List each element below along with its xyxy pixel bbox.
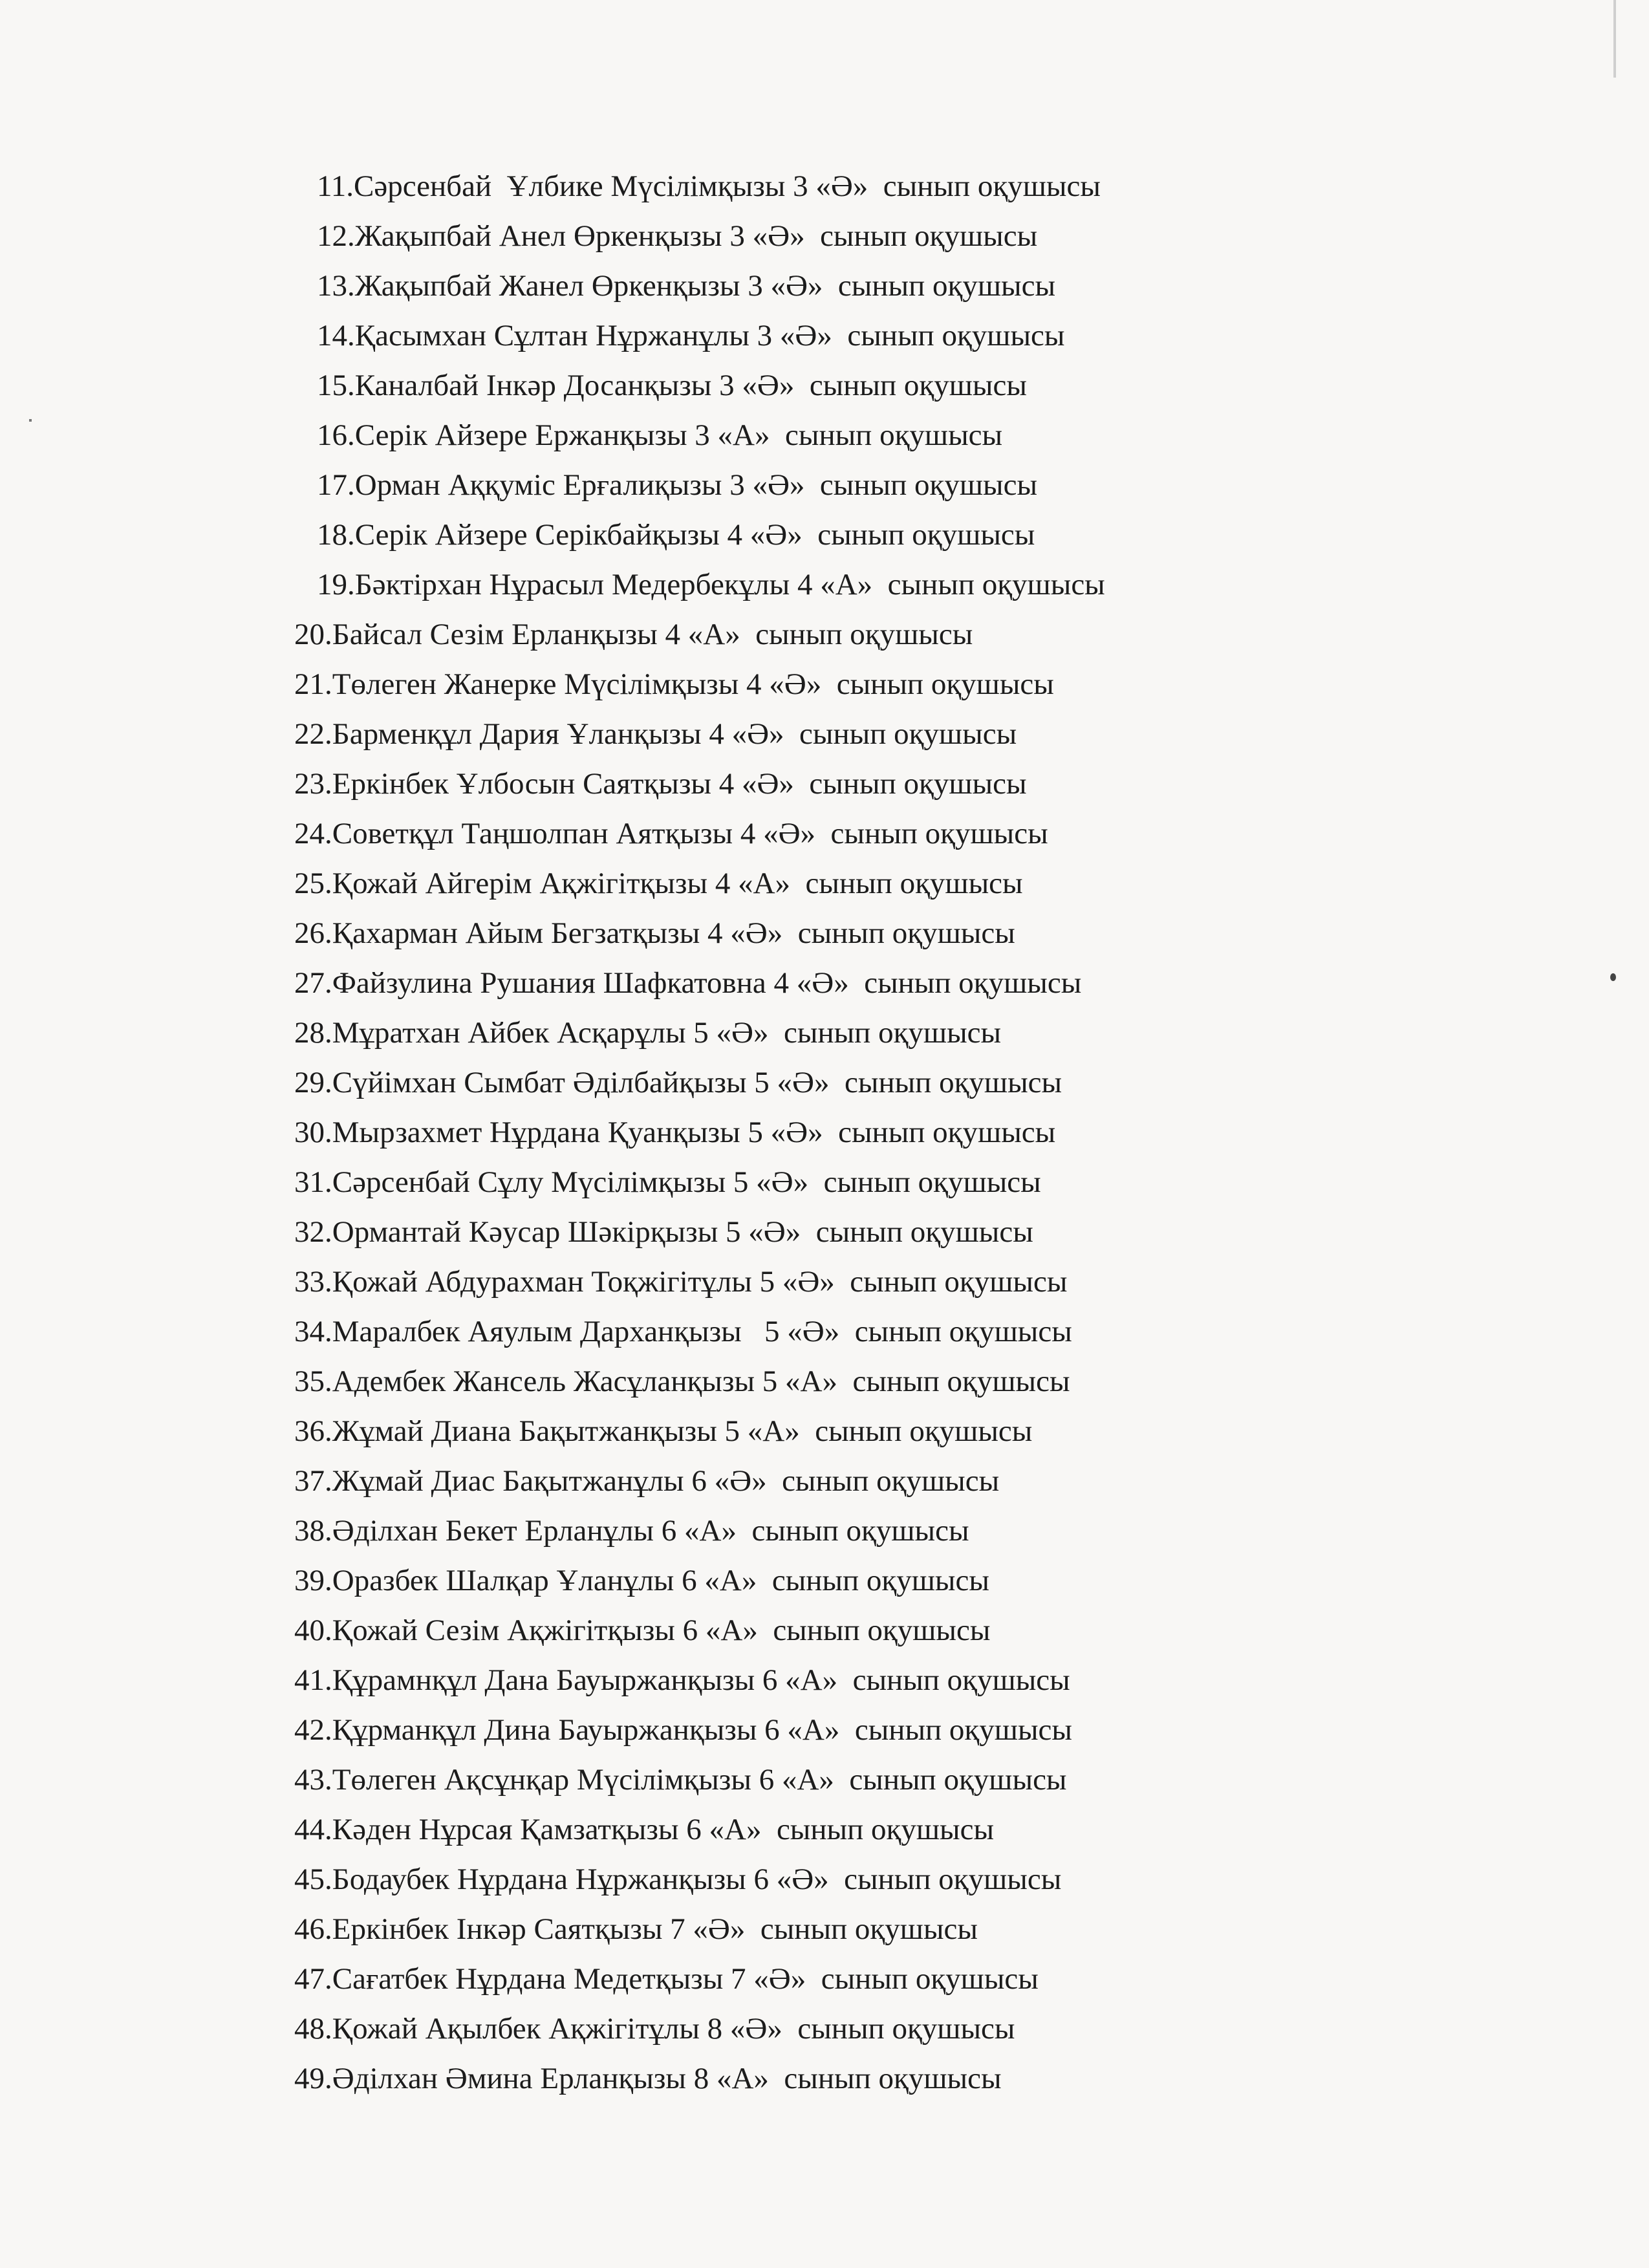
item-number: 24. — [294, 817, 332, 850]
list-item — [0, 1357, 1649, 1407]
item-number: 30. — [294, 1116, 332, 1149]
list-item — [0, 1456, 1649, 1506]
student-entry-text: Қожай Сезім Ақжігітқызы 6 «А» сынып оқушысы — [332, 1614, 991, 1647]
list-item — [0, 261, 1649, 311]
list-item — [0, 2054, 1649, 2104]
list-item — [0, 809, 1649, 859]
student-entry-text: Жұмай Диас Бақытжанұлы 6 «Ә» сынып оқушысы — [332, 1464, 1000, 1498]
list-item — [0, 162, 1649, 211]
student-entry-text: Еркінбек Ұлбосын Саятқызы 4 «Ә» сынып оқушысы — [332, 767, 1027, 801]
item-number: 46. — [294, 1912, 332, 1946]
student-entry-text: Қожай Ақылбек Ақжігітұлы 8 «Ә» сынып оқушысы — [332, 2012, 1015, 2046]
item-number: 45. — [294, 1863, 332, 1896]
item-number: 49. — [294, 2062, 332, 2095]
item-number: 26. — [294, 916, 332, 950]
item-number: 36. — [294, 1414, 332, 1448]
list-item — [0, 1556, 1649, 1606]
list-item — [0, 411, 1649, 460]
page-edge-mark — [1613, 0, 1616, 78]
list-item — [0, 1257, 1649, 1307]
student-entry-text: Жұмай Диана Бақытжанқызы 5 «А» сынып оқушысы — [332, 1414, 1033, 1448]
student-entry-text: Адембек Жансель Жасұланқызы 5 «А» сынып оқушысы — [332, 1365, 1070, 1398]
item-number: 28. — [294, 1016, 332, 1050]
student-list — [0, 162, 1649, 2104]
student-entry-text: Қожай Айгерім Ақжігітқызы 4 «А» сынып оқушысы — [332, 867, 1023, 900]
student-entry-text: Сәрсенбай Сұлу Мүсілімқызы 5 «Ә» сынып оқушысы — [332, 1165, 1041, 1199]
student-entry-text: Бәктірхан Нұрасыл Медербекұлы 4 «А» сынып оқушысы — [354, 568, 1105, 601]
list-item — [0, 759, 1649, 809]
item-number: 16. — [317, 418, 355, 452]
student-entry-text: Байсал Сезім Ерланқызы 4 «А» сынып оқушысы — [332, 618, 973, 651]
item-number: 11. — [317, 169, 354, 203]
item-number: 14. — [317, 319, 355, 352]
item-number: 34. — [294, 1315, 332, 1348]
item-number: 48. — [294, 2012, 332, 2046]
student-entry-text: Советқұл Таңшолпан Аятқызы 4 «Ә» сынып оқушысы — [332, 817, 1048, 850]
student-entry-text: Әділхан Әмина Ерланқызы 8 «А» сынып оқушысы — [332, 2062, 1002, 2095]
item-number: 47. — [294, 1962, 332, 1996]
item-number: 43. — [294, 1763, 332, 1797]
item-number: 21. — [294, 667, 332, 701]
student-entry-text: Каналбай Інкәр Досанқызы 3 «Ә» сынып оқушысы — [354, 369, 1027, 402]
student-entry-text: Маралбек Аяулым Дарханқызы 5 «Ә» сынып оқушысы — [332, 1315, 1072, 1348]
item-number: 20. — [294, 618, 332, 651]
item-number: 18. — [317, 518, 355, 552]
list-item — [0, 1905, 1649, 1954]
item-number: 12. — [317, 219, 355, 253]
item-number: 37. — [294, 1464, 332, 1498]
student-entry-text: Оразбек Шалқар Ұланұлы 6 «А» сынып оқушысы — [332, 1564, 989, 1597]
item-number: 23. — [294, 767, 332, 801]
student-entry-text: Қожай Абдурахман Тоқжігітұлы 5 «Ә» сынып оқушысы — [332, 1265, 1068, 1299]
list-item — [0, 909, 1649, 958]
student-entry-text: Серік Айзере Ержанқызы 3 «А» сынып оқушысы — [354, 418, 1003, 452]
list-item — [0, 1407, 1649, 1456]
list-item — [0, 1307, 1649, 1357]
student-entry-text: Барменқұл Дария Ұланқызы 4 «Ә» сынып оқушысы — [332, 717, 1017, 751]
student-entry-text: Сағатбек Нұрдана Медетқызы 7 «Ә» сынып оқушысы — [332, 1962, 1039, 1996]
list-item — [0, 211, 1649, 261]
list-item — [0, 1158, 1649, 1207]
student-entry-text: Құрманқұл Дина Бауыржанқызы 6 «А» сынып оқушысы — [332, 1713, 1072, 1747]
list-item — [0, 1805, 1649, 1855]
item-number: 27. — [294, 966, 332, 1000]
list-item — [0, 1207, 1649, 1257]
item-number: 15. — [317, 369, 355, 402]
item-number: 33. — [294, 1265, 332, 1299]
item-number: 25. — [294, 867, 332, 900]
list-item — [0, 1755, 1649, 1805]
student-entry-text: Мұратхан Айбек Асқарұлы 5 «Ә» сынып оқушысы — [332, 1016, 1002, 1050]
list-item — [0, 2004, 1649, 2054]
item-number: 35. — [294, 1365, 332, 1398]
student-entry-text: Жақыпбай Анел Өркенқызы 3 «Ә» сынып оқушысы — [354, 219, 1038, 253]
student-entry-text: Файзулина Рушания Шафкатовна 4 «Ә» сынып оқушысы — [332, 966, 1082, 1000]
student-entry-text: Бодаубек Нұрдана Нұржанқызы 6 «Ә» сынып оқушысы — [332, 1863, 1062, 1896]
item-number: 44. — [294, 1813, 332, 1846]
item-number: 31. — [294, 1165, 332, 1199]
item-number: 17. — [317, 468, 355, 502]
student-entry-text: Төлеген Ақсұнқар Мүсілімқызы 6 «А» сынып оқушысы — [332, 1763, 1067, 1797]
list-item — [0, 560, 1649, 610]
student-entry-text: Серік Айзере Серікбайқызы 4 «Ә» сынып оқушысы — [354, 518, 1035, 552]
student-entry-text: Сүйімхан Сымбат Әділбайқызы 5 «Ә» сынып оқушысы — [332, 1066, 1062, 1099]
list-item — [0, 1705, 1649, 1755]
student-entry-text: Сәрсенбай Ұлбике Мүсілімқызы 3 «Ә» сынып оқушысы — [354, 169, 1101, 203]
student-entry-text: Төлеген Жанерке Мүсілімқызы 4 «Ә» сынып оқушысы — [332, 667, 1054, 701]
list-item — [0, 311, 1649, 361]
item-number: 13. — [317, 269, 355, 303]
student-entry-text: Қасымхан Сұлтан Нұржанұлы 3 «Ә» сынып оқушысы — [354, 319, 1065, 352]
item-number: 32. — [294, 1215, 332, 1249]
list-item — [0, 1506, 1649, 1556]
list-item — [0, 660, 1649, 709]
student-entry-text: Қахарман Айым Бегзатқызы 4 «Ә» сынып оқушысы — [332, 916, 1015, 950]
item-number: 38. — [294, 1514, 332, 1548]
item-number: 22. — [294, 717, 332, 751]
list-item — [0, 1008, 1649, 1058]
list-item — [0, 1855, 1649, 1905]
list-item — [0, 1108, 1649, 1158]
item-number: 29. — [294, 1066, 332, 1099]
list-item — [0, 859, 1649, 909]
student-entry-text: Жақыпбай Жанел Өркенқызы 3 «Ә» сынып оқушысы — [354, 269, 1056, 303]
list-item — [0, 610, 1649, 660]
item-number: 40. — [294, 1614, 332, 1647]
list-item — [0, 709, 1649, 759]
list-item — [0, 1656, 1649, 1705]
item-number: 19. — [317, 568, 355, 601]
list-item — [0, 361, 1649, 411]
item-number: 39. — [294, 1564, 332, 1597]
list-item — [0, 958, 1649, 1008]
list-item — [0, 1954, 1649, 2004]
list-item — [0, 510, 1649, 560]
student-entry-text: Кәден Нұрсая Қамзатқызы 6 «А» сынып оқушысы — [332, 1813, 995, 1846]
student-entry-text: Ормантай Кәусар Шәкірқызы 5 «Ә» сынып оқушысы — [332, 1215, 1033, 1249]
student-entry-text: Құрамнқұл Дана Бауыржанқызы 6 «А» сынып оқушысы — [332, 1663, 1070, 1697]
item-number: 41. — [294, 1663, 332, 1697]
list-item — [0, 460, 1649, 510]
student-entry-text: Әділхан Бекет Ерланұлы 6 «А» сынып оқушысы — [332, 1514, 969, 1548]
student-entry-text: Мырзахмет Нұрдана Қуанқызы 5 «Ә» сынып оқушысы — [332, 1116, 1056, 1149]
student-entry-text: Орман Аққуміс Ерғалиқызы 3 «Ә» сынып оқушысы — [354, 468, 1038, 502]
list-item — [0, 1606, 1649, 1656]
list-item — [0, 1058, 1649, 1108]
student-entry-text: Еркінбек Інкәр Саятқызы 7 «Ә» сынып оқушысы — [332, 1912, 978, 1946]
item-number: 42. — [294, 1713, 332, 1747]
